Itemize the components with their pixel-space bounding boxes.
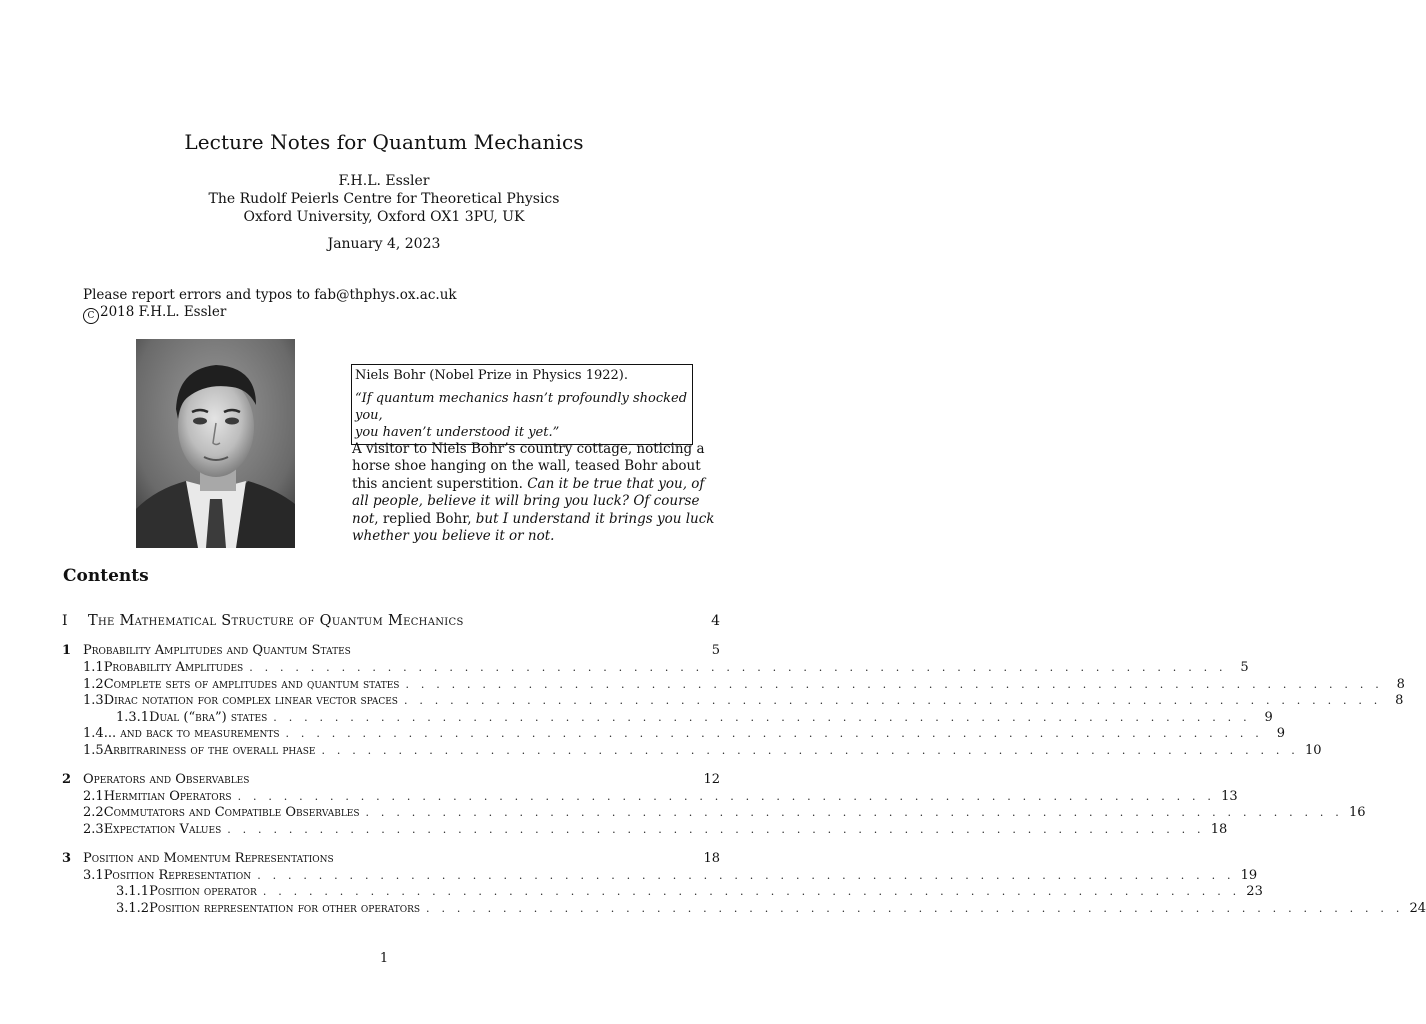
- toc-page: 18: [1210, 822, 1228, 837]
- toc-section-1-1[interactable]: [83, 660, 1249, 677]
- toc-num: 3: [62, 851, 72, 866]
- niels-bohr-portrait: [136, 339, 295, 548]
- toc-num: 1.2: [83, 677, 104, 692]
- toc-leader-dots: . . . . . . . . . . . . . . . . . . . . . . . . . . . . . . . . . . . . . . . . . . . . . . . . . . . . . . . . . . . . . . . .: [403, 694, 1382, 707]
- toc-leader-dots: . . . . . . . . . . . . . . . . . . . . . . . . . . . . . . . . . . . . . . . . . . . . . . . . . . . . . . . . . . . . . . . .: [227, 823, 1205, 836]
- toc-subsection-3-1-2[interactable]: [116, 901, 1426, 918]
- toc-page: 18: [703, 851, 720, 866]
- toc-section-2-2[interactable]: [83, 805, 1366, 822]
- quote-heading: Niels Bohr (Nobel Prize in Physics 1922).: [355, 368, 628, 383]
- anecdote-italic-1: Can it be true that you, of all people, believe it will bring you luck? Of course not: [352, 475, 705, 527]
- toc-page: 8: [1396, 677, 1405, 692]
- toc-leader-dots: . . . . . . . . . . . . . . . . . . . . . . . . . . . . . . . . . . . . . . . . . . . . . . . . . . . . . . . . . . . . . . . .: [285, 727, 1263, 740]
- toc-num: 1: [62, 643, 72, 658]
- toc-num: I: [62, 613, 68, 629]
- toc-part-1[interactable]: [62, 613, 720, 630]
- toc-page: 16: [1349, 805, 1366, 820]
- toc-section-1-5[interactable]: [83, 743, 1322, 760]
- toc-num: 1.5: [83, 743, 104, 758]
- toc-leader-dots: . . . . . . . . . . . . . . . . . . . . . . . . . . . . . . . . . . . . . . . . . . . . . . . . . . . . . . . . . . . . . . . .: [237, 790, 1216, 803]
- toc-page: 8: [1395, 693, 1404, 708]
- toc-label: Probability Amplitudes: [103, 660, 244, 675]
- report-notice: [83, 287, 457, 324]
- author-block: [0, 172, 768, 226]
- bohr-quote-box: [351, 364, 693, 445]
- institution: The Rudolf Peierls Centre for Theoretical Physics: [208, 191, 560, 207]
- toc-label: Arbitrariness of the overall phase: [103, 743, 316, 758]
- toc-chapter-1[interactable]: [62, 643, 720, 660]
- toc-subsection-3-1-1[interactable]: [116, 884, 1263, 901]
- toc-label: ... and back to measurements: [103, 726, 280, 741]
- copyright-icon: C: [83, 308, 99, 324]
- toc-num: 1.3: [83, 693, 104, 708]
- toc-section-1-4[interactable]: [83, 726, 1285, 743]
- toc-section-2-1[interactable]: [83, 789, 1238, 806]
- toc-label: Hermitian Operators: [103, 789, 232, 804]
- toc-section-3-1[interactable]: [83, 868, 1258, 885]
- toc-section-2-3[interactable]: [83, 822, 1228, 839]
- toc-num: 1.1: [83, 660, 104, 675]
- toc-page: 5: [711, 643, 720, 658]
- toc-leader-dots: . . . . . . . . . . . . . . . . . . . . . . . . . . . . . . . . . . . . . . . . . . . . . . . . . . . . . . . . . . . . . . . .: [262, 885, 1241, 898]
- toc-label: Expectation Values: [103, 822, 222, 837]
- toc-page: 4: [711, 613, 720, 629]
- copyright-line: [83, 304, 457, 324]
- portrait-photo: [136, 339, 295, 548]
- toc-leader-dots: . . . . . . . . . . . . . . . . . . . . . . . . . . . . . . . . . . . . . . . . . . . . . . . . . . . . . . . . . . . . . . . .: [321, 744, 1299, 757]
- toc-label: Position operator: [149, 884, 257, 899]
- toc-page: 24: [1409, 901, 1426, 916]
- toc-leader-dots: . . . . . . . . . . . . . . . . . . . . . . . . . . . . . . . . . . . . . . . . . . . . . . . . . . . . . . . . . . . . . . . .: [257, 869, 1235, 882]
- document-title: Lecture Notes for Quantum Mechanics: [184, 130, 584, 154]
- toc-num: 2.3: [83, 822, 104, 837]
- toc-num: 1.4: [83, 726, 104, 741]
- toc-num: 2: [62, 772, 72, 787]
- toc-chapter-2[interactable]: [62, 772, 720, 789]
- toc-label: Commutators and Compatible Observables: [103, 805, 360, 820]
- toc-label: Dual (“bra”) states: [149, 710, 268, 725]
- toc-label: Position representation for other operators: [149, 901, 421, 916]
- toc-label: Probability Amplitudes and Quantum States: [83, 643, 351, 658]
- toc-num: 3.1: [83, 868, 104, 883]
- toc-label: Position Representation: [103, 868, 252, 883]
- toc-leader-dots: . . . . . . . . . . . . . . . . . . . . . . . . . . . . . . . . . . . . . . . . . . . . . . . . . . . . . . . . . . . . . . . .: [273, 711, 1251, 724]
- toc-label: Operators and Observables: [83, 772, 250, 787]
- quote-line-1: “If quantum mechanics hasn’t profoundly shocked you,: [355, 391, 688, 423]
- anecdote-text-2: , replied Bohr,: [374, 510, 476, 527]
- toc-leader-dots: . . . . . . . . . . . . . . . . . . . . . . . . . . . . . . . . . . . . . . . . . . . . . . . . . . . . . . . . . . . . . . . .: [405, 678, 1383, 691]
- toc-label: The Mathematical Structure of Quantum Mechanics: [88, 613, 464, 629]
- anecdote-text-1: A visitor to Niels Bohr’s country cottage, noticing a horse shoe hanging on the wall, teased Bohr about this ancient superstition.: [352, 441, 705, 492]
- address: Oxford University, Oxford OX1 3PU, UK: [243, 209, 525, 225]
- toc-page: 10: [1304, 743, 1322, 758]
- toc-num: 1.3.1: [116, 710, 150, 725]
- quote-line-2: you haven’t understood it yet.”: [355, 425, 560, 440]
- toc-page: 13: [1221, 789, 1238, 804]
- toc-label: Complete sets of amplitudes and quantum states: [103, 677, 400, 692]
- horseshoe-anecdote: [352, 441, 716, 545]
- toc-num: 3.1.1: [116, 884, 150, 899]
- page-number: 1: [379, 951, 389, 966]
- toc-num: 3.1.2: [116, 901, 150, 916]
- toc-leader-dots: . . . . . . . . . . . . . . . . . . . . . . . . . . . . . . . . . . . . . . . . . . . . . . . . . . . . . . . . . . . . . . . .: [365, 806, 1343, 819]
- toc-page: 19: [1240, 868, 1258, 883]
- toc-page: 9: [1264, 710, 1273, 725]
- toc-section-1-2[interactable]: [83, 677, 1405, 694]
- bohr-quote: [355, 390, 689, 441]
- author-name: F.H.L. Essler: [338, 173, 430, 189]
- toc-section-1-3[interactable]: [83, 693, 1404, 710]
- toc-subsection-1-3-1[interactable]: [116, 710, 1273, 727]
- toc-num: 2.1: [83, 789, 104, 804]
- toc-page: 23: [1246, 884, 1263, 899]
- toc-leader-dots: . . . . . . . . . . . . . . . . . . . . . . . . . . . . . . . . . . . . . . . . . . . . . . . . . . . . . . . . . . . . . . . .: [426, 902, 1404, 915]
- toc-num: 2.2: [83, 805, 104, 820]
- anecdote-italic-2: but I understand it brings you luck whether you believe it or not.: [352, 510, 715, 545]
- toc-label: Dirac notation for complex linear vector spaces: [103, 693, 398, 708]
- toc-leader-dots: . . . . . . . . . . . . . . . . . . . . . . . . . . . . . . . . . . . . . . . . . . . . . . . . . . . . . . . . . . . . . . . .: [249, 661, 1227, 674]
- toc-page: 12: [703, 772, 720, 787]
- copyright-text: 2018 F.H.L. Essler: [100, 304, 227, 320]
- report-line: Please report errors and typos to fab@thphys.ox.ac.uk: [83, 287, 457, 303]
- toc-page: 5: [1240, 660, 1249, 675]
- contents-heading: Contents: [63, 566, 149, 586]
- toc-page: 9: [1276, 726, 1285, 741]
- document-date: January 4, 2023: [327, 236, 441, 252]
- toc-label: Position and Momentum Representations: [83, 851, 334, 866]
- toc-chapter-3[interactable]: [62, 851, 720, 868]
